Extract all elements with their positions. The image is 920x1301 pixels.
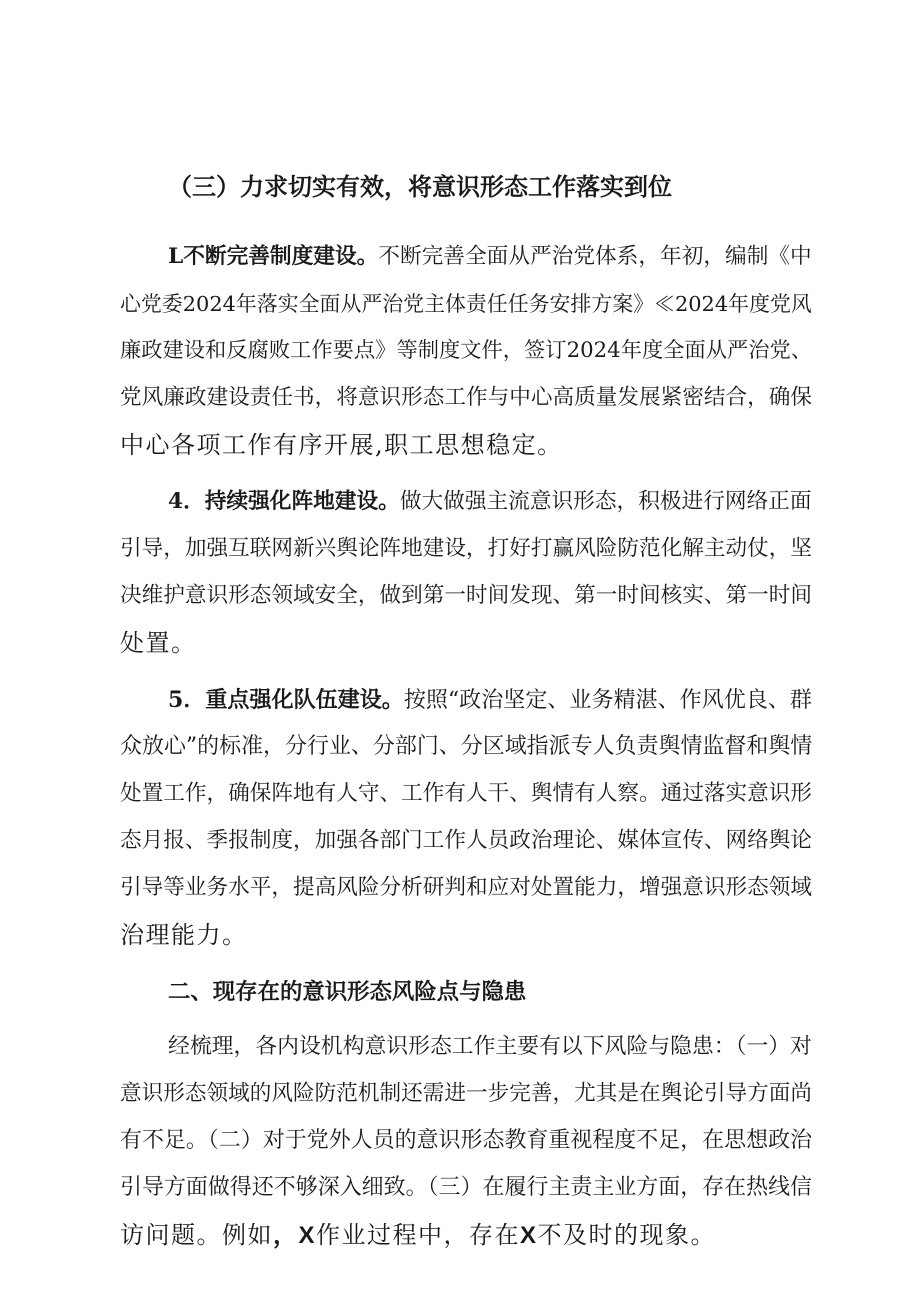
paragraph-line: 有不足。（二）对于党外人员的意识形态教育重视程度不足，在思想政治 [120, 1128, 813, 1153]
paragraph-line [120, 1218, 810, 1253]
paragraph-line: 经梳理，各内设机构意识形态工作主要有以下风险与隐患：（一）对 [168, 1034, 812, 1059]
paragraph-line: 众放心”的标准，分行业、分部门、分区域指派专人负责舆情监督和舆情 [120, 734, 813, 759]
paragraph-line: 党风廉政建设责任书，将意识形态工作与中心高质量发展紧密结合，确保 [120, 385, 813, 410]
paragraph-lead: L不断完善制度建设。 [168, 244, 379, 269]
paragraph-line: 处置。 [120, 629, 197, 657]
subsection-heading: （三）力求切实有效，将意识形态工作落实到位 [168, 172, 672, 201]
paragraph-line: 心党委2024年落实全面从严治党主体责任任务安排方案》≪2024年度党风 [120, 292, 812, 316]
paragraph-text: 访问题。例如 [120, 1221, 273, 1249]
paragraph-lead: 4．持续强化阵地建设。 [168, 489, 400, 514]
paragraph-line [168, 485, 858, 519]
paragraph-line: 态月报、季报制度，加强各部门工作人员政治理论、媒体宣传、网络舆论 [120, 828, 813, 853]
paragraph-line: 决维护意识形态领域安全，做到第一时间发现、第一时间核实、第一时间 [120, 583, 813, 608]
paragraph-line: 处置工作，确保阵地有人守、工作有人干、舆情有人察。通过落实意识形 [120, 781, 813, 806]
paragraph-text: 不及时的现象。 [537, 1221, 717, 1249]
paragraph-line: 引导，加强互联网新兴舆论阵地建设，打好打赢风险防范化解主动仗，坚 [120, 536, 813, 561]
paragraph-line [168, 683, 858, 718]
section-heading: 二、现存在的意识形态风险点与隐患 [168, 979, 527, 1005]
paragraph-text: 不断完善全面从严治党体系，年初，编制《中 [378, 244, 812, 269]
paragraph-line: 中心各项工作有序开展,职工思想稳定。 [120, 431, 563, 459]
placeholder-x: ，X [273, 1222, 317, 1249]
paragraph-line: 引导等业务水平，提高风险分析研判和应对处置能力，增强意识形态领域 [120, 875, 813, 900]
paragraph-lead: 5．重点强化队伍建设。 [168, 687, 404, 713]
placeholder-x: X [520, 1222, 538, 1249]
paragraph-line: 廉政建设和反腐败工作要点》等制度文件，签订2024年度全面从严治党、 [120, 338, 813, 363]
paragraph-text: 做大做强主流意识形态，积极进行网络正面 [399, 489, 812, 514]
paragraph-line: 治理能力。 [120, 921, 248, 949]
paragraph-line: 意识形态领域的风险防范机制还需进一步完善，尤其是在舆论引导方面尚 [120, 1081, 813, 1106]
paragraph-line [168, 240, 858, 274]
paragraph-text: 作业过程中，存在 [316, 1221, 521, 1249]
paragraph-text: 按照“政治坚定、业务精湛、作风优良、群 [403, 688, 812, 713]
paragraph-line: 引导方面做得还不够深入细致。（三）在履行主责主业方面，存在热线信 [120, 1175, 813, 1200]
